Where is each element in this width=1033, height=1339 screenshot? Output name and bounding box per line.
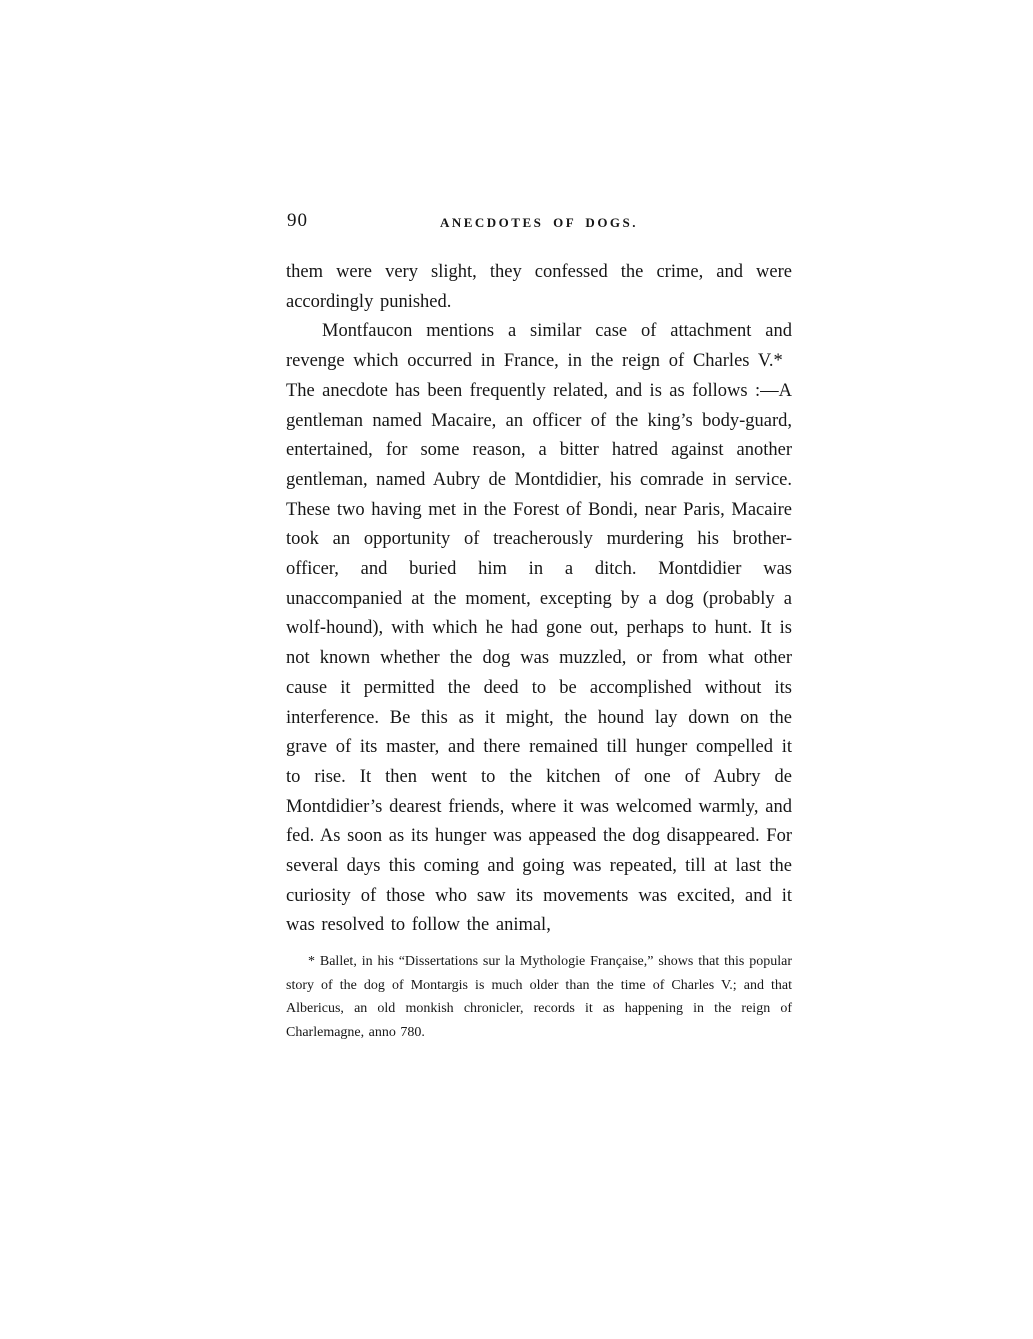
running-head-title: ANECDOTES OF DOGS. xyxy=(439,215,639,230)
footnote-text: * Ballet, in his “Dissertations sur la Mythologie Française,” shows that this popular story of the dog of Montargis is much older than the time of Charles V.; and that Albericus, an old monkish chronicler, records it as happening in the reign of Charlemagne, anno 780. xyxy=(286,954,792,1040)
page-number: 90 xyxy=(287,210,308,231)
paragraph-continuation: them were very slight, they confessed the crime, and were accordingly punished. xyxy=(286,262,792,312)
body-text xyxy=(286,258,792,941)
page-content xyxy=(286,210,792,1044)
running-head xyxy=(286,210,792,236)
footnote xyxy=(286,950,792,1044)
paragraph-main: Montfaucon mentions a similar case of attachment and revenge which occurred in France, in the reign of Charles V.* The anecdote has been frequently related, and is as follows :—A gentleman named Macaire, an officer of the king’s body-guard, entertained, for some reason, a bitter hatred against another gentleman, named Aubry de Montdidier, his comrade in service. These two having met in the Forest of Bondi, near Paris, Macaire took an opportunity of treacherously murdering his brother-officer, and buried him in a ditch. Montdidier was unaccompanied at the moment, excepting by a dog (probably a wolf-hound), with which he had gone out, perhaps to hunt. It is not known whether the dog was muzzled, or from what other cause it permitted the deed to be accomplished without its interference. Be this as it might, the hound lay down on the grave of its master, and there remained till hunger compelled it to rise. It then went to the kitchen of one of Aubry de Montdidier’s dearest friends, where it was welcomed warmly, and fed. As soon as its hunger was appeased the dog disappeared. For several days this coming and going was repeated, till at last the curiosity of those who saw its movements was excited, and it was resolved to follow the animal, xyxy=(286,321,792,936)
